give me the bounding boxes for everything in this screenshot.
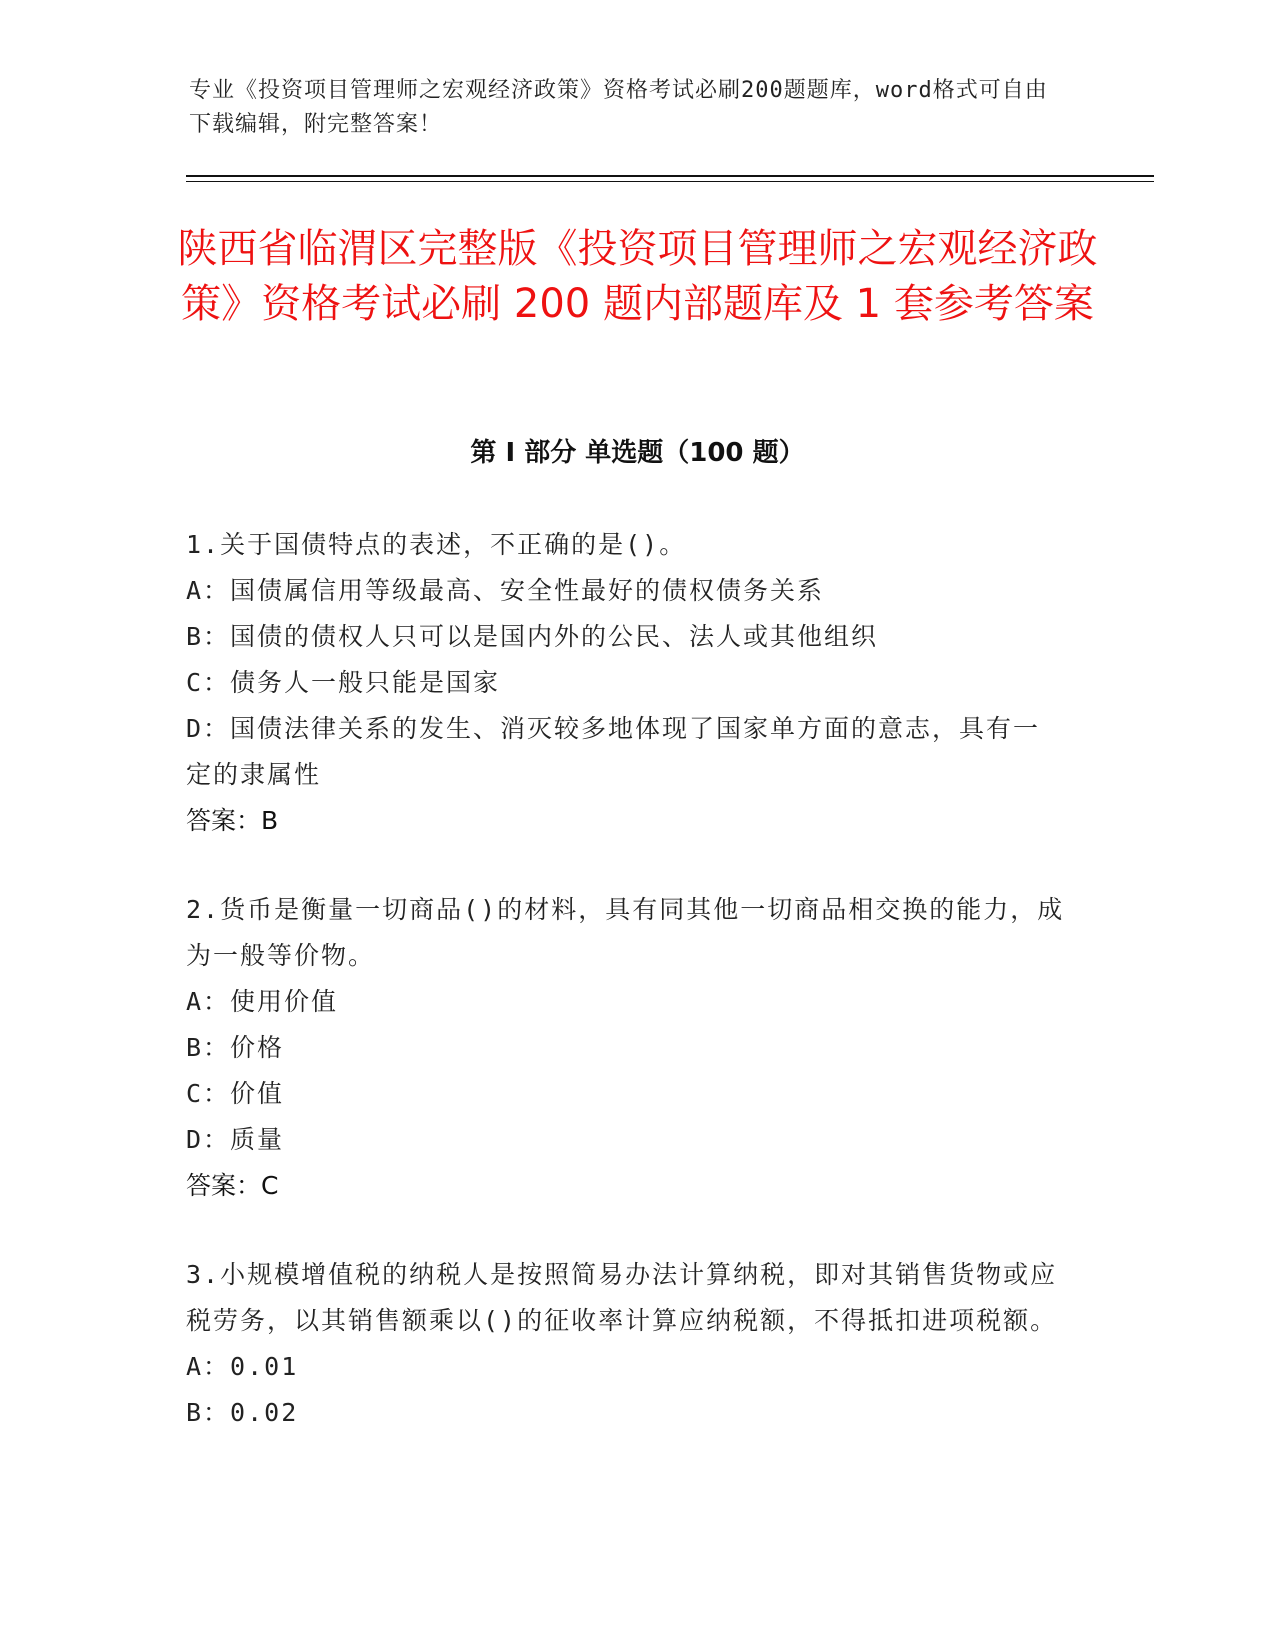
section-title: 第 I 部分 单选题（100 题） bbox=[470, 438, 805, 468]
header-note: 专业《投资项目管理师之宏观经济政策》资格考试必刷200题题库，word格式可自由下载编辑，附完整答案！ bbox=[189, 78, 1048, 137]
option-a: A：0.01 bbox=[186, 1352, 299, 1381]
option-a: A：使用价值 bbox=[186, 987, 339, 1016]
option-d: D：国债法律关系的发生、消灭较多地体现了国家单方面的意志，具有一定的隶属性 bbox=[186, 714, 1041, 789]
question-stem: 3.小规模增值税的纳税人是按照简易办法计算纳税，即对其销售货物或应税劳务，以其销售额乘以()的征收率计算应纳税额，不得抵扣进项税额。 bbox=[186, 1260, 1058, 1335]
option-b: B：国债的债权人只可以是国内外的公民、法人或其他组织 bbox=[186, 622, 879, 651]
question-stem: 1.关于国债特点的表述，不正确的是()。 bbox=[186, 530, 687, 559]
option-d: D：质量 bbox=[186, 1125, 285, 1154]
document-title: 陕西省临渭区完整版《投资项目管理师之宏观经济政策》资格考试必刷 200 题内部题库及 1 套参考答案 bbox=[177, 226, 1098, 327]
answer: 答案：C bbox=[186, 1171, 279, 1200]
question-stem: 2.货币是衡量一切商品()的材料，具有同其他一切商品相交换的能力，成为一般等价物。 bbox=[186, 895, 1065, 970]
question-2 bbox=[186, 887, 1066, 1209]
option-c: C：债务人一般只能是国家 bbox=[186, 668, 501, 697]
header-rule-thin bbox=[186, 181, 1154, 182]
option-a: A：国债属信用等级最高、安全性最好的债权债务关系 bbox=[186, 576, 825, 605]
header-rule-thick bbox=[186, 175, 1154, 177]
question-1 bbox=[186, 522, 1066, 844]
question-list bbox=[186, 522, 1066, 1479]
option-b: B：0.02 bbox=[186, 1398, 299, 1427]
option-c: C：价值 bbox=[186, 1079, 285, 1108]
question-3 bbox=[186, 1252, 1066, 1436]
answer: 答案：B bbox=[186, 806, 279, 835]
option-b: B：价格 bbox=[186, 1033, 285, 1062]
